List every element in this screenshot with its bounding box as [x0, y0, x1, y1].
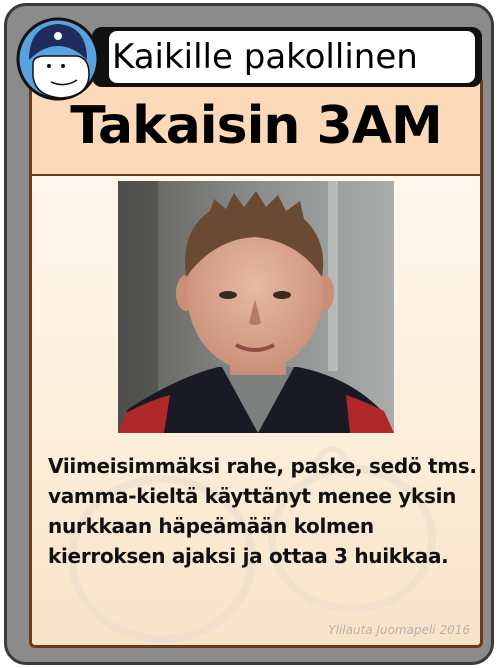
footer-credit: Ylilauta Juomapeli 2016	[328, 623, 470, 637]
card-title: Takaisin 3AM	[70, 96, 442, 156]
card-photo	[118, 181, 394, 433]
card-frame	[4, 3, 494, 665]
police-moomin-avatar-icon	[15, 16, 101, 102]
card-rule-text: Viimeisimmäksi rahe, paske, sedö tms. vamma-kieltä käyttänyt menee yksin nurkkaan häpeämään kolmen kierroksen ajaksi ja ottaa 3 huikkaa.	[48, 454, 477, 568]
card-body	[29, 76, 483, 648]
category-label: Kaikille pakollinen	[109, 31, 475, 83]
portrait-photo	[118, 181, 394, 433]
